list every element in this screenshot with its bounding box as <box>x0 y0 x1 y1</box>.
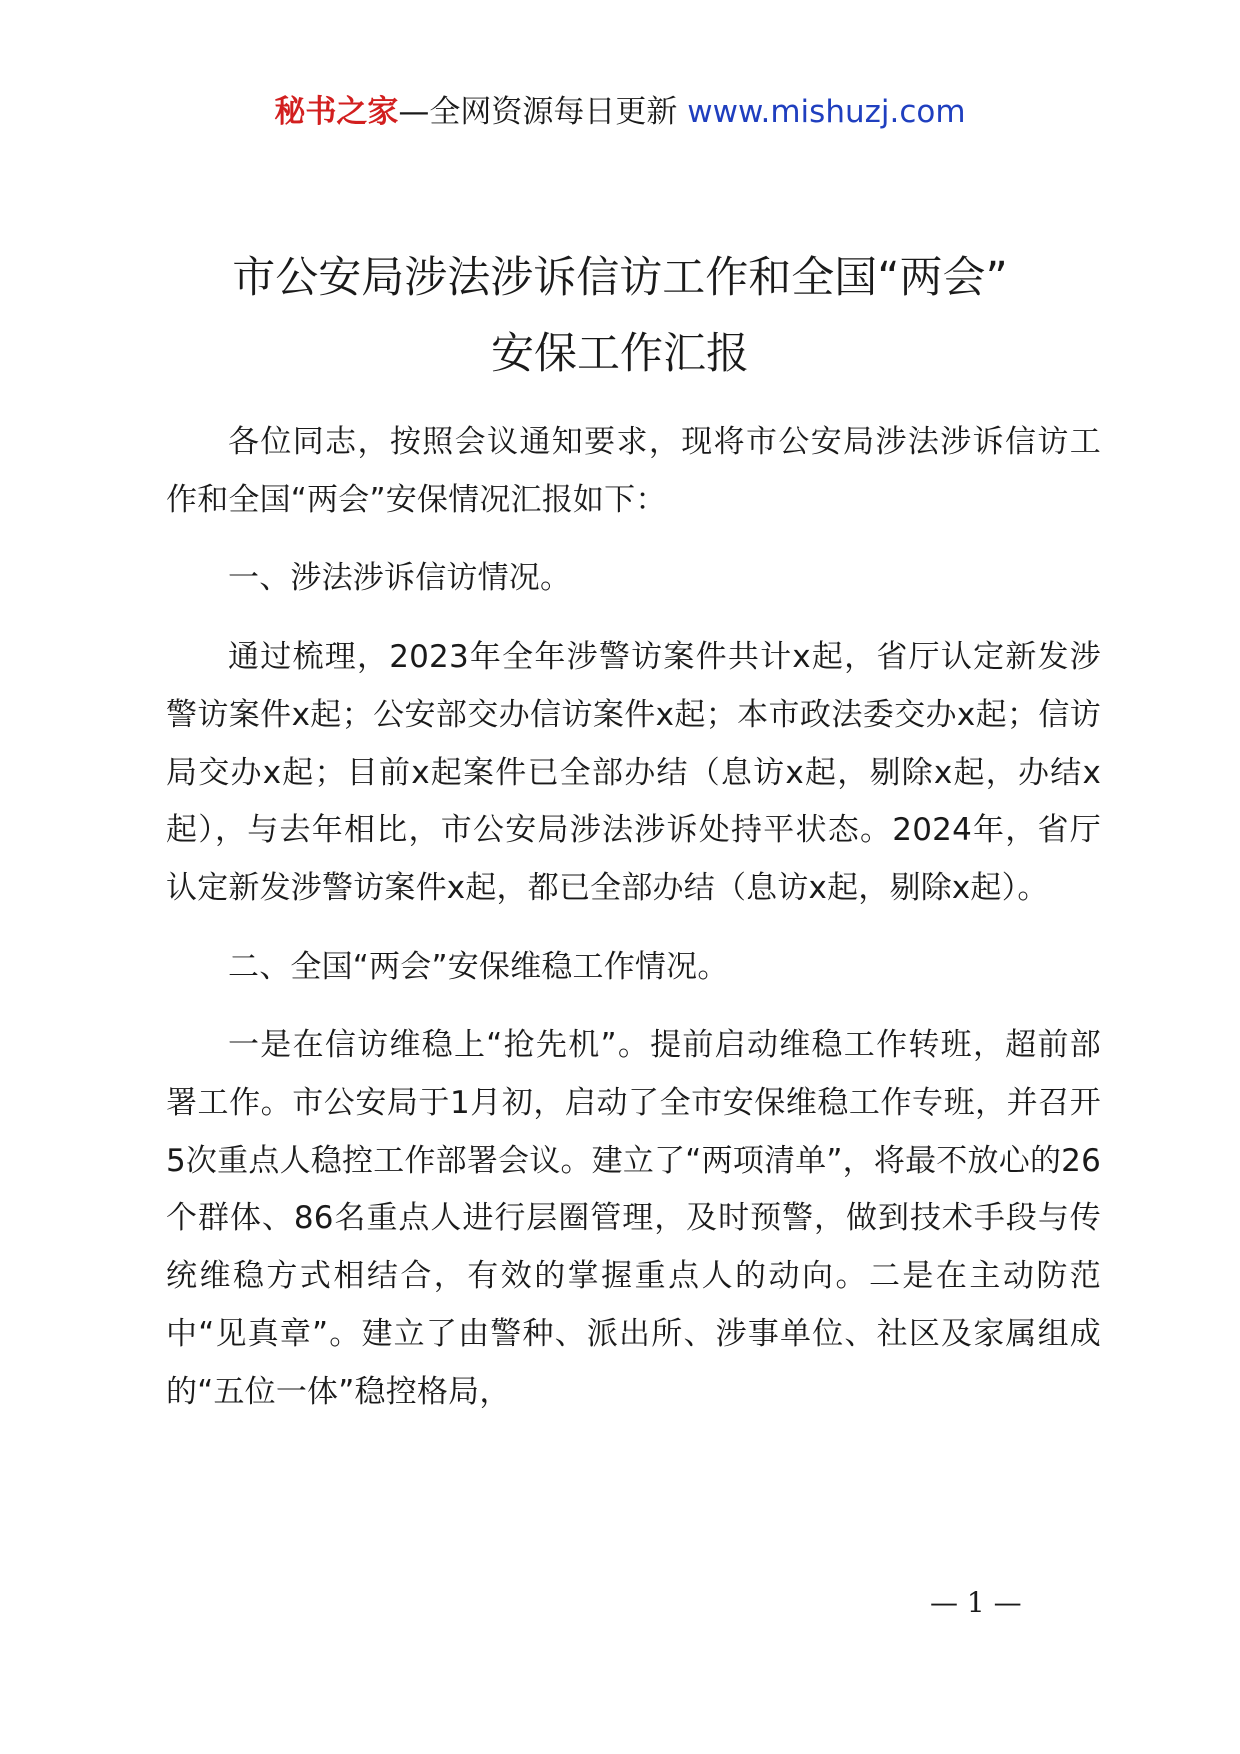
site-url-link[interactable]: www.mishuzj.com <box>687 94 966 130</box>
section-1-paragraph: 通过梳理，2023年全年涉警访案件共计x起，省厅认定新发涉警访案件x起；公安部交办信访案件x起；本市政法委交办x起；信访局交办x起；目前x起案件已全部办结（息访x起，剔除x起，办结x起），与去年相比，市公安局涉法涉诉处持平状态。2024年，省厅认定新发涉警访案件x起，都已全部办结（息访x起，剔除x起）。 <box>166 639 1101 906</box>
document-title <box>0 240 1240 392</box>
site-header <box>0 92 1240 132</box>
document-title-line-1: 市公安局涉法涉诉信访工作和全国“两会” <box>232 253 1008 303</box>
brand-name: 秘书之家 <box>274 94 399 130</box>
document-body <box>166 414 1101 1421</box>
document-title-line-2: 安保工作汇报 <box>491 329 749 379</box>
section-2-heading: 二、全国“两会”安保维稳工作情况。 <box>228 948 729 985</box>
section-1-heading: 一、涉法涉诉信访情况。 <box>228 560 572 597</box>
page-number: — 1 — <box>930 1586 1022 1619</box>
intro-paragraph: 各位同志，按照会议通知要求，现将市公安局涉法涉诉信访工作和全国“两会”安保情况汇报如下： <box>166 424 1101 518</box>
section-2-paragraph: 一是在信访维稳上“抢先机”。提前启动维稳工作转班，超前部署工作。市公安局于1月初，启动了全市安保维稳工作专班，并召开5次重点人稳控工作部署会议。建立了“两项清单”，将最不放心的26个群体、86名重点人进行层圈管理，及时预警，做到技术手段与传统维稳方式相结合，有效的掌握重点人的动向。二是在主动防范中“见真章”。建立了由警种、派出所、涉事单位、社区及家属组成的“五位一体”稳控格局， <box>166 1027 1101 1410</box>
header-slogan: —全网资源每日更新 <box>398 94 688 130</box>
